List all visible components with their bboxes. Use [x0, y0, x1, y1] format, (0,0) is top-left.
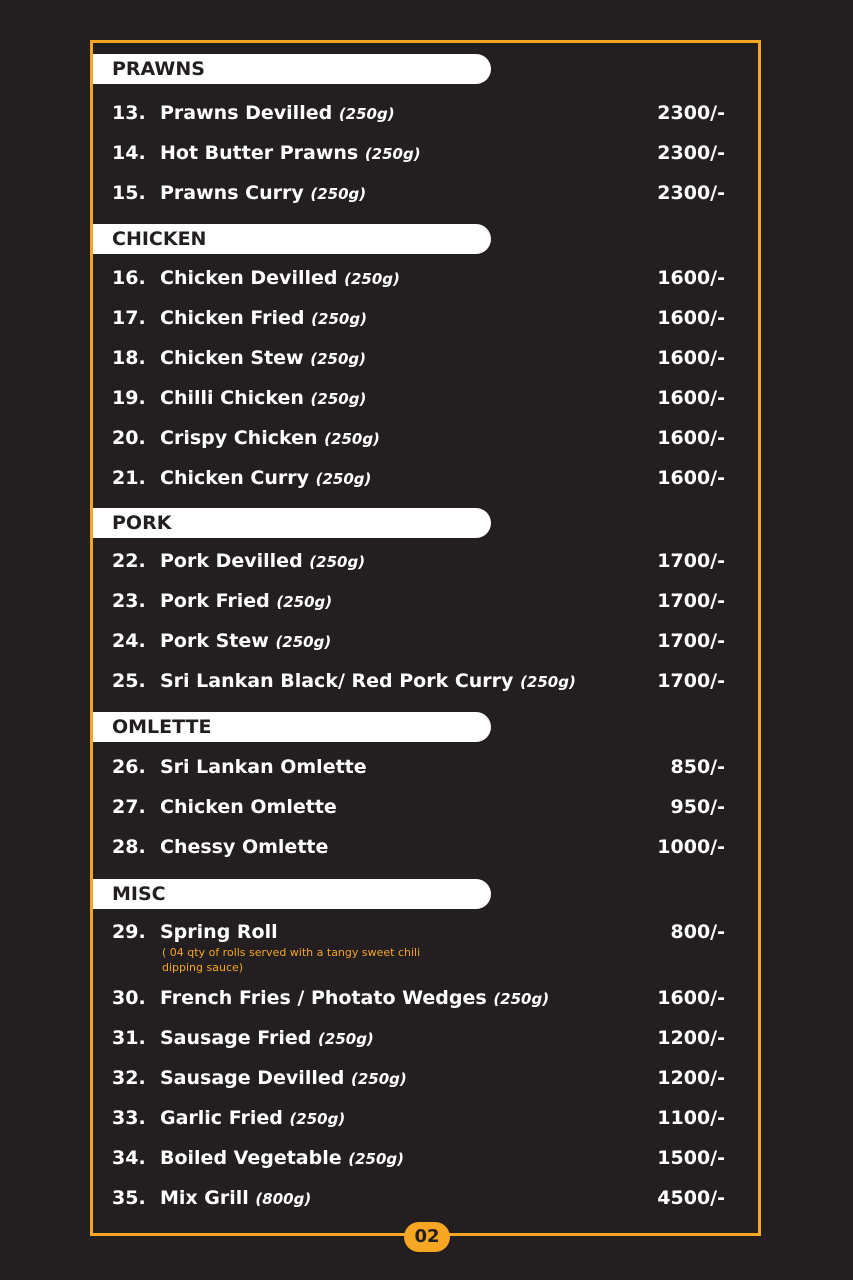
section-header-omlette: OMLETTE — [93, 712, 491, 742]
menu-item — [0, 427, 853, 457]
item-name: Chessy Omlette — [160, 836, 329, 858]
item-weight: (250g) — [311, 310, 367, 328]
item-note: ( 04 qty of rolls served with a tangy sweet chili dipping sauce) — [162, 946, 421, 974]
item-name: Sri Lankan Black/ Red Pork Curry — [160, 670, 514, 692]
item-name-container — [160, 670, 576, 692]
menu-item — [0, 102, 853, 132]
item-weight: (250g) — [520, 673, 576, 691]
item-name-container — [160, 182, 366, 204]
menu-item — [0, 307, 853, 337]
item-number: 29. — [112, 921, 146, 943]
menu-item — [0, 836, 853, 866]
item-price: 850/- — [670, 756, 725, 778]
item-weight: (250g) — [348, 1150, 404, 1168]
item-number: 25. — [112, 670, 146, 692]
item-name-container — [160, 102, 395, 124]
item-number: 15. — [112, 182, 146, 204]
item-name-container — [160, 467, 371, 489]
menu-item — [0, 387, 853, 417]
item-name-container — [160, 590, 332, 612]
menu-item — [0, 182, 853, 212]
item-number: 20. — [112, 427, 146, 449]
page-number-badge: 02 — [404, 1222, 450, 1252]
item-name: French Fries / Photato Wedges — [160, 987, 487, 1009]
item-number: 33. — [112, 1107, 146, 1129]
item-name: Chicken Curry — [160, 467, 309, 489]
item-weight: (250g) — [493, 990, 550, 1008]
menu-item — [0, 1067, 853, 1097]
item-name: Mix Grill — [160, 1187, 249, 1209]
item-name-container — [160, 836, 328, 858]
menu-item — [0, 590, 853, 620]
section-header-misc: MISC — [93, 879, 491, 909]
item-weight: (250g) — [309, 553, 366, 571]
item-name-container — [160, 987, 549, 1009]
item-name: Pork Devilled — [160, 550, 303, 572]
item-name-container — [160, 307, 367, 329]
item-price: 1600/- — [657, 387, 725, 409]
menu-item — [0, 1027, 853, 1057]
item-name-container — [160, 1027, 374, 1049]
item-name: Hot Butter Prawns — [160, 142, 359, 164]
item-name-container — [160, 756, 367, 778]
item-number: 27. — [112, 796, 146, 818]
menu-item — [0, 1107, 853, 1137]
item-price: 1700/- — [657, 630, 725, 652]
menu-item — [0, 267, 853, 297]
item-price: 800/- — [670, 921, 725, 943]
section-header-pork: PORK — [93, 508, 491, 538]
item-price: 1000/- — [657, 836, 725, 858]
item-weight: (250g) — [315, 470, 372, 488]
item-name: Prawns Curry — [160, 182, 304, 204]
item-number: 28. — [112, 836, 146, 858]
item-number: 13. — [112, 102, 146, 124]
item-name: Boiled Vegetable — [160, 1147, 342, 1169]
item-name: Sri Lankan Omlette — [160, 756, 367, 778]
item-number: 21. — [112, 467, 146, 489]
item-number: 24. — [112, 630, 146, 652]
item-price: 1700/- — [657, 590, 725, 612]
item-number: 16. — [112, 267, 146, 289]
item-weight: (250g) — [289, 1110, 346, 1128]
item-number: 19. — [112, 387, 146, 409]
menu-item — [0, 550, 853, 580]
item-price: 1500/- — [657, 1147, 725, 1169]
item-name-container — [160, 347, 366, 369]
item-weight: (250g) — [276, 593, 333, 611]
item-name-container — [160, 1147, 404, 1169]
item-weight: (250g) — [310, 185, 367, 203]
item-price: 1700/- — [657, 550, 725, 572]
item-price: 1200/- — [657, 1067, 725, 1089]
section-header-prawns: PRAWNS — [93, 54, 491, 84]
menu-item — [0, 1187, 853, 1217]
item-number: 35. — [112, 1187, 146, 1209]
item-price: 1600/- — [657, 467, 725, 489]
item-name: Chicken Devilled — [160, 267, 338, 289]
item-weight: (250g) — [318, 1030, 374, 1048]
item-number: 32. — [112, 1067, 146, 1089]
item-price: 1700/- — [657, 670, 725, 692]
item-name-container — [160, 796, 337, 818]
item-price: 2300/- — [657, 102, 725, 124]
item-name-container — [160, 267, 400, 289]
item-name-container — [160, 630, 331, 652]
item-name: Crispy Chicken — [160, 427, 318, 449]
item-name: Prawns Devilled — [160, 102, 333, 124]
item-price: 950/- — [670, 796, 725, 818]
menu-item — [0, 1147, 853, 1177]
item-number: 14. — [112, 142, 146, 164]
item-price: 1600/- — [657, 987, 725, 1009]
item-weight: (250g) — [350, 1070, 407, 1088]
menu-item — [0, 756, 853, 786]
item-number: 17. — [112, 307, 146, 329]
item-price: 1200/- — [657, 1027, 725, 1049]
item-price: 1600/- — [657, 427, 725, 449]
item-number: 23. — [112, 590, 146, 612]
item-number: 31. — [112, 1027, 146, 1049]
item-weight: (250g) — [275, 633, 332, 651]
item-name: Chicken Stew — [160, 347, 304, 369]
menu-item — [0, 347, 853, 377]
item-name: Pork Stew — [160, 630, 269, 652]
item-price: 2300/- — [657, 182, 725, 204]
item-price: 1600/- — [657, 307, 725, 329]
item-name-container — [160, 1067, 407, 1089]
item-weight: (250g) — [344, 270, 400, 288]
item-name: Chicken Omlette — [160, 796, 337, 818]
item-name-container — [160, 921, 278, 943]
menu-item — [0, 987, 853, 1017]
item-weight: (800g) — [255, 1190, 312, 1208]
item-name-container — [160, 142, 421, 164]
item-number: 22. — [112, 550, 146, 572]
item-name-container — [160, 550, 365, 572]
item-number: 26. — [112, 756, 146, 778]
item-name-container — [160, 427, 380, 449]
menu-item — [0, 467, 853, 497]
item-number: 34. — [112, 1147, 146, 1169]
item-name: Pork Fried — [160, 590, 270, 612]
menu-item — [0, 142, 853, 172]
item-weight: (250g) — [310, 390, 367, 408]
item-name: Sausage Fried — [160, 1027, 312, 1049]
item-name: Chicken Fried — [160, 307, 305, 329]
item-price: 1600/- — [657, 267, 725, 289]
item-weight: (250g) — [338, 105, 395, 123]
item-number: 18. — [112, 347, 146, 369]
menu-item — [0, 796, 853, 826]
item-name: Spring Roll — [160, 921, 278, 943]
item-name: Garlic Fried — [160, 1107, 283, 1129]
item-name: Chilli Chicken — [160, 387, 304, 409]
menu-item — [0, 630, 853, 660]
item-name-container — [160, 1187, 311, 1209]
item-price: 1100/- — [657, 1107, 725, 1129]
item-name: Sausage Devilled — [160, 1067, 345, 1089]
item-name-container — [160, 1107, 345, 1129]
item-number: 30. — [112, 987, 146, 1009]
item-price: 4500/- — [657, 1187, 725, 1209]
item-price: 1600/- — [657, 347, 725, 369]
menu-item — [0, 921, 853, 974]
item-weight: (250g) — [310, 350, 366, 368]
item-weight: (250g) — [364, 145, 421, 163]
menu-item — [0, 670, 853, 700]
item-weight: (250g) — [324, 430, 380, 448]
item-name-container — [160, 387, 366, 409]
item-price: 2300/- — [657, 142, 725, 164]
section-header-chicken: CHICKEN — [93, 224, 491, 254]
